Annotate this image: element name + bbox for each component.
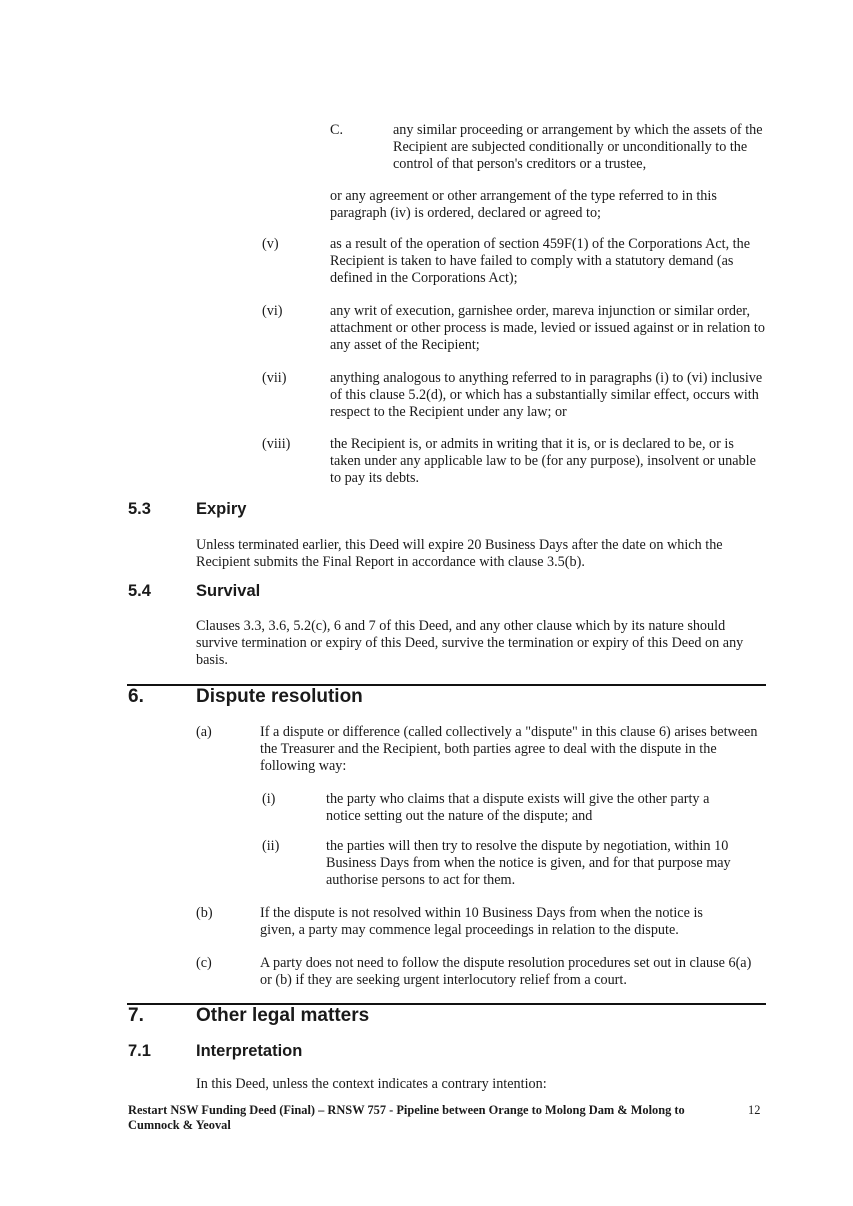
footer-document-title: Restart NSW Funding Deed (Final) – RNSW 757 - Pipeline between Orange to Molong Dam & Molong to Cumnock & Yeoval	[128, 1103, 685, 1132]
clause-text-6c: A party does not need to follow the dispute resolution procedures set out in clause 6(a) or (b) if they are seeking urgent interlocutory relief from a court.	[260, 955, 752, 988]
clause-text-6a-i: the party who claims that a dispute exists will give the other party a notice setting out the nature of the dispute; and	[326, 791, 710, 824]
footer-page-number: 12	[748, 1103, 761, 1117]
clause-label-6a-i: (i)	[262, 791, 276, 807]
clause-text-6a-ii: the parties will then try to resolve the dispute by negotiation, within 10 Business Days from when the notice is given, and for that purpose may authorise persons to act for them.	[326, 838, 731, 888]
section-heading-expiry: Expiry	[196, 500, 247, 518]
section-number-7-1: 7.1	[128, 1042, 151, 1060]
section-heading-dispute-resolution: Dispute resolution	[196, 686, 363, 707]
section-number-7: 7.	[128, 1005, 144, 1026]
clause-label-6b: (b)	[196, 905, 213, 921]
interpretation-body: In this Deed, unless the context indicates a contrary intention:	[196, 1076, 547, 1092]
clause-text-C: any similar proceeding or arrangement by which the assets of the Recipient are subjected conditionally or unconditionally to the control of that person's creditors or a trustee,	[393, 122, 763, 172]
expiry-body: Unless terminated earlier, this Deed will expire 20 Business Days after the date on which the Recipient submits the Final Report in accordance with clause 3.5(b).	[196, 537, 723, 570]
section-heading-interpretation: Interpretation	[196, 1042, 303, 1060]
section-heading-other-legal-matters: Other legal matters	[196, 1005, 370, 1026]
clause-label-vi: (vi)	[262, 303, 283, 319]
clause-text-6b: If the dispute is not resolved within 10 Business Days from when the notice is given, a party may commence legal proceedings in relation to the dispute.	[260, 905, 703, 938]
clause-text-v: as a result of the operation of section 459F(1) of the Corporations Act, the Recipient is taken to have failed to comply with a statutory demand (as defined in the Corporations Act);	[330, 236, 751, 286]
clause-label-viii: (viii)	[262, 436, 291, 452]
section-heading-survival: Survival	[196, 582, 261, 600]
clause-text-vi: any writ of execution, garnishee order, mareva injunction or similar order, attachment or other process is made, levied or issued against or in relation to any asset of the Recipient;	[330, 303, 765, 353]
section-number-6: 6.	[128, 686, 144, 707]
clause-label-C: C.	[330, 122, 344, 138]
clause-label-6a-ii: (ii)	[262, 838, 280, 854]
clause-label-6c: (c)	[196, 955, 212, 971]
survival-body: Clauses 3.3, 3.6, 5.2(c), 6 and 7 of this Deed, and any other clause which by its nature should survive termination or expiry of this Deed, survive the termination or expiry of this Deed on any basis.	[196, 618, 744, 668]
clause-label-vii: (vii)	[262, 370, 287, 386]
clause-label-v: (v)	[262, 236, 279, 252]
clause-text-vii: anything analogous to anything referred to in paragraphs (i) to (vi) inclusive of this clause 5.2(d), or which has a substantially similar effect, occurs with respect to the Recipient under any law; or	[330, 370, 763, 420]
clause-label-6a: (a)	[196, 724, 212, 740]
clause-text-viii: the Recipient is, or admits in writing that it is, or is declared to be, or is taken under any applicable law to be (for any purpose), insolvent or unable to pay its debts.	[330, 436, 756, 486]
section-number-5-3: 5.3	[128, 500, 151, 518]
clause-text-6a: If a dispute or difference (called collectively a "dispute" in this clause 6) arises between the Treasurer and the Recipient, both parties agree to deal with the dispute in the following way:	[260, 724, 758, 774]
section-number-5-4: 5.4	[128, 582, 151, 600]
clause-iv-continuation: or any agreement or other arrangement of the type referred to in this paragraph (iv) is ordered, declared or agreed to;	[330, 188, 717, 221]
